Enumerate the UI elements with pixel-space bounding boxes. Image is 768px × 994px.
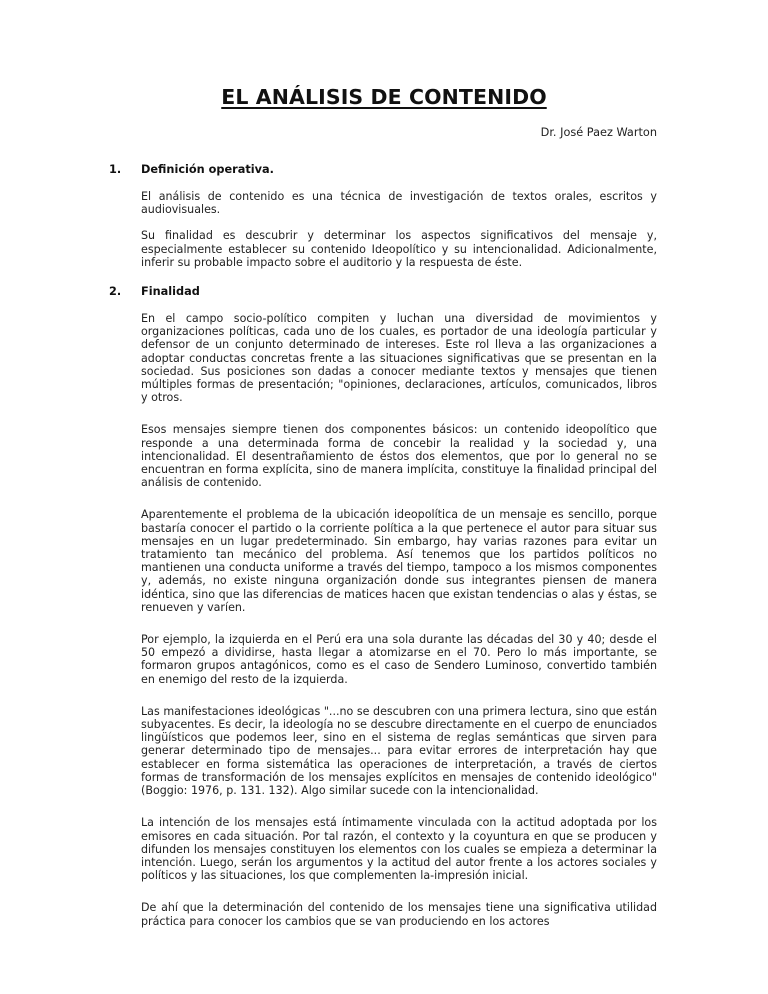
section-title: Finalidad: [141, 285, 200, 298]
paragraph: Por ejemplo, la izquierda en el Perú era una sola durante las décadas del 30 y 40; desde el 50 empezó a dividirse, hasta llegar a atomizarse en el 70. Pero lo más importante, se formaron grupos antagónicos, como es el caso de Sendero Luminoso, convertido también en enemigo del resto de la izquierda.: [141, 633, 657, 686]
section-heading: [109, 163, 659, 177]
paragraph: Aparentemente el problema de la ubicación ideopolítica de un mensaje es sencillo, porque bastaría conocer el partido o la corriente política a la que pertenece el autor para situar sus mensajes en un lugar predeterminado. Sin embargo, hay varias razones para evitar un tratamiento tan mecánico del problema. Así tenemos que los partidos políticos no mantienen una conducta uniforme a través del tiempo, tampoco a los mismos componentes y, además, no existe ninguna organización donde sus integrantes piensen de manera idéntica, sino que las diferencias de matices hacen que existan tendencias o alas y éstas, se renueven y varíen.: [141, 508, 657, 614]
section-1: [109, 163, 659, 269]
section-body: [141, 299, 657, 928]
paragraph: En el campo socio-político compiten y luchan una diversidad de movimientos y organizaciones políticas, cada uno de los cuales, es portador de una ideología particular y defensor de un conjunto determinado de intereses. Este rol lleva a las organizaciones a adoptar conductas concretas frente a las situaciones significativas que se presentan en la sociedad. Sus posiciones son dadas a conocer mediante textos y mensajes que tienen múltiples formas de presentación; "opiniones, declaraciones, artículos, comunicados, libros y otros.: [141, 312, 657, 405]
paragraph: La intención de los mensajes está íntimamente vinculada con la actitud adoptada por los emisores en cada situación. Por tal razón, el contexto y la coyuntura en que se producen y difunden los mensajes constituyen los elementos con los cuales se empieza a determinar la intención. Luego, serán los argumentos y la actitud del autor frente a los actores sociales y políticos y las situaciones, los que complementen la-impresión inicial.: [141, 816, 657, 883]
author-line: Dr. José Paez Warton: [540, 126, 657, 139]
section-heading: [109, 285, 659, 299]
paragraph: Las manifestaciones ideológicas "...no se descubren con una primera lectura, sino que están subyacentes. Es decir, la ideología no se descubre directamente en el cuerpo de enunciados lingüísticos que podemos leer, sino en el sistema de reglas semánticas que sirven para generar determinado tipo de mensajes... para evitar errores de interpretación hay que establecer en forma sistemática las operaciones de interpretación, a través de ciertos formas de transformación de los mensajes explícitos en mensajes de contenido ideológico" (Boggio: 1976, p. 131. 132). Algo similar sucede con la intencionalidad.: [141, 704, 657, 798]
section-2: [109, 285, 659, 928]
section-title: Definición operativa.: [141, 163, 274, 176]
paragraph: Su finalidad es descubrir y determinar los aspectos significativos del mensaje y, especialmente establecer su contenido Ideopolítico y su intencionalidad. Adicionalmente, inferir su probable impacto sobre el auditorio y la respuesta de éste.: [141, 229, 657, 269]
section-body: [141, 177, 657, 269]
document-title: EL ANÁLISIS DE CONTENIDO: [221, 85, 547, 109]
section-number: 2.: [109, 285, 122, 298]
section-number: 1.: [109, 163, 122, 176]
paragraph: Esos mensajes siempre tienen dos componentes básicos: un contenido ideopolítico que responde a una determinada forma de concebir la realidad y la sociedad y, una intencionalidad. El desentrañamiento de éstos dos elementos, que por lo general no se encuentran en forma explícita, sino de manera implícita, constituye la finalidad principal del análisis de contenido.: [141, 423, 657, 490]
paragraph: El análisis de contenido es una técnica de investigación de textos orales, escritos y audiovisuales.: [141, 190, 657, 217]
paragraph: De ahí que la determinación del contenido de los mensajes tiene una significativa utilidad práctica para conocer los cambios que se van produciendo en los actores: [141, 901, 657, 928]
